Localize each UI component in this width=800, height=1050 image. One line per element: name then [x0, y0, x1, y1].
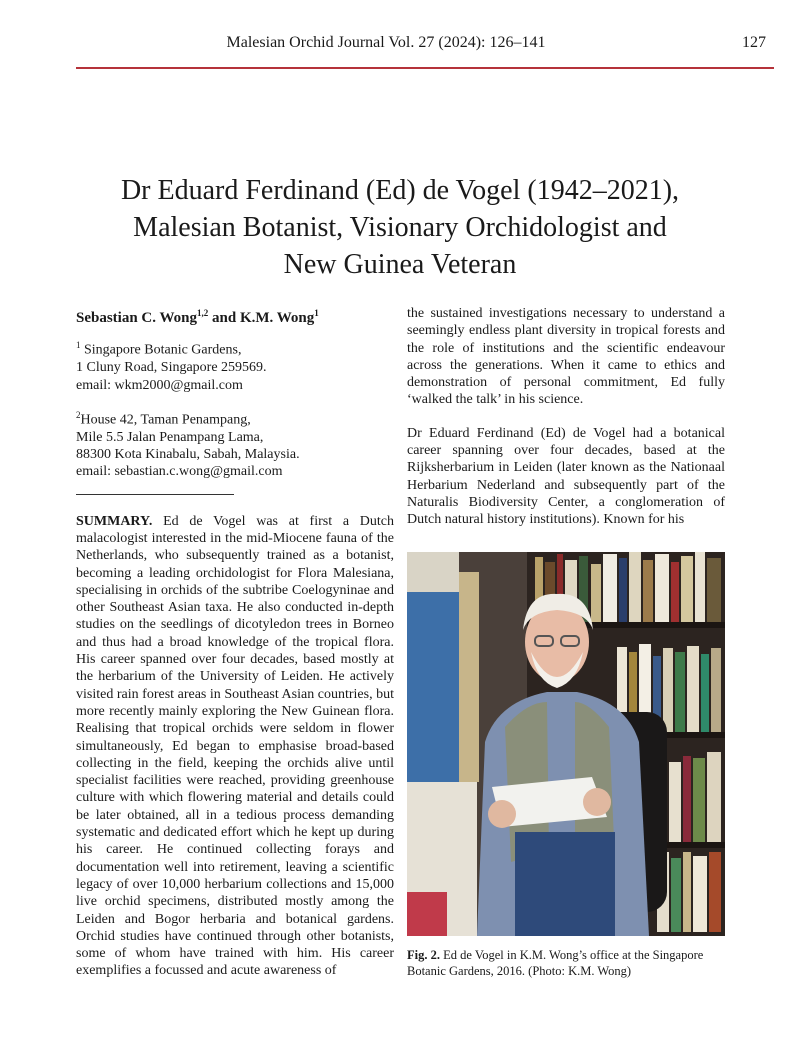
affiliation-number: 1: [76, 340, 81, 351]
right-column: [407, 305, 725, 545]
journal-citation: Malesian Orchid Journal Vol. 27 (2024): 126–141: [226, 34, 546, 51]
affiliation-line: 88300 Kota Kinabalu, Sabah, Malaysia.: [76, 447, 300, 463]
figure-caption: [407, 947, 725, 979]
affiliation-line: 1 Cluny Road, Singapore 259569.: [76, 360, 267, 376]
author-name: K.M. Wong: [239, 310, 315, 326]
title-line: Dr Eduard Ferdinand (Ed) de Vogel (1942–2021),: [120, 175, 680, 206]
affiliation-2: [76, 407, 394, 481]
article-title: [76, 172, 724, 283]
title-line: New Guinea Veteran: [283, 249, 517, 280]
photo-ed-de-vogel-illustration: [407, 552, 725, 936]
affiliation-marker: 1: [314, 308, 319, 318]
title-line: Malesian Botanist, Visionary Orchidologist and: [133, 212, 667, 243]
summary-paragraph: [76, 513, 394, 980]
body-paragraph: Dr Eduard Ferdinand (Ed) de Vogel had a botanical career spanning over four decades, based at the Rijksherbarium in Leiden (later known as the Nationaal Herbarium Nederland and subsequently part of the Naturalis Biodiversity Center, a conglomeration of Dutch natural history institutions). Known for his: [407, 425, 725, 528]
figure-photo: [407, 552, 725, 936]
figure-label: Fig. 2.: [407, 948, 440, 962]
affiliation-line: $^1$ Singapore Botanic Gardens,: [76, 340, 242, 358]
summary-label: SUMMARY.: [76, 513, 153, 529]
figure-caption-text: Ed de Vogel in K.M. Wong’s office at the Singapore Botanic Gardens, 2016. (Photo: K.M. Wong): [407, 948, 704, 978]
affiliation-number: 2: [76, 409, 81, 420]
page-number: 127: [742, 34, 766, 51]
body-paragraph: the sustained investigations necessary to understand a seemingly endless plant diversity in tropical forests and the role of institutions and the scientific endeavour across the generations. When it came to ethics and demonstration of personal commitment, Ed fully ‘walked the talk’ in his science.: [407, 306, 725, 408]
affiliation-email: email: sebastian.c.wong@gmail.com: [76, 464, 283, 480]
affiliation-line: $^2$House 42, Taman Penampang,: [76, 409, 251, 428]
author-conjunction: and: [208, 310, 240, 326]
author-name: Sebastian C. Wong: [76, 310, 198, 326]
affiliation-line: Mile 5.5 Jalan Penampang Lama,: [76, 429, 264, 445]
affiliation-marker: 1,2: [197, 308, 209, 318]
header-rule: [76, 67, 774, 69]
affiliation-email: email: wkm2000@gmail.com: [76, 377, 243, 393]
left-column: [76, 305, 394, 980]
affiliation-1: [76, 337, 394, 394]
running-head: [76, 34, 766, 56]
author-line: [76, 305, 394, 327]
section-divider: [76, 494, 234, 495]
summary-text: Ed de Vogel was at first a Dutch malacologist interested in the mid-Miocene fauna of the Netherlands, who subsequently trained as a botanist, becoming a leading orchidologist for Flora Malesiana, specialising in orchids of the subtribe Coelogyninae and other Southeast Asian taxa. He also conducted in-depth studies on the seedlings of dicotyledon trees in Borneo and thus had a broad knowledge of the tropical flora. His career spanned over four decades, based mostly at the herbarium of the University of Leiden. He actively visited rain forest areas in Southeast Asian countries, but more recently mainly exploring the New Guinean flora. Realising that tropical orchids were seldom in flower simultaneously, Ed began to emphasise broad-based collecting in the field, keeping the orchids alive until specialist facilities were reached, providing greenhouse culture with which flowering material and details could be later obtained, all in a tedious process demanding systematic and dedicated effort which he kept up during his career. He continued collecting forays and documentation well into retirement, leaving a scientific legacy of over 10,000 herbarium collections and 15,000 live orchid specimens, distributed mostly among the Leiden and Bogor herbaria and botanical gardens. Orchid studies have continued through other botanists, some of whom have trained with him. His career exemplifies a focussed and acute awareness of: [76, 513, 394, 979]
